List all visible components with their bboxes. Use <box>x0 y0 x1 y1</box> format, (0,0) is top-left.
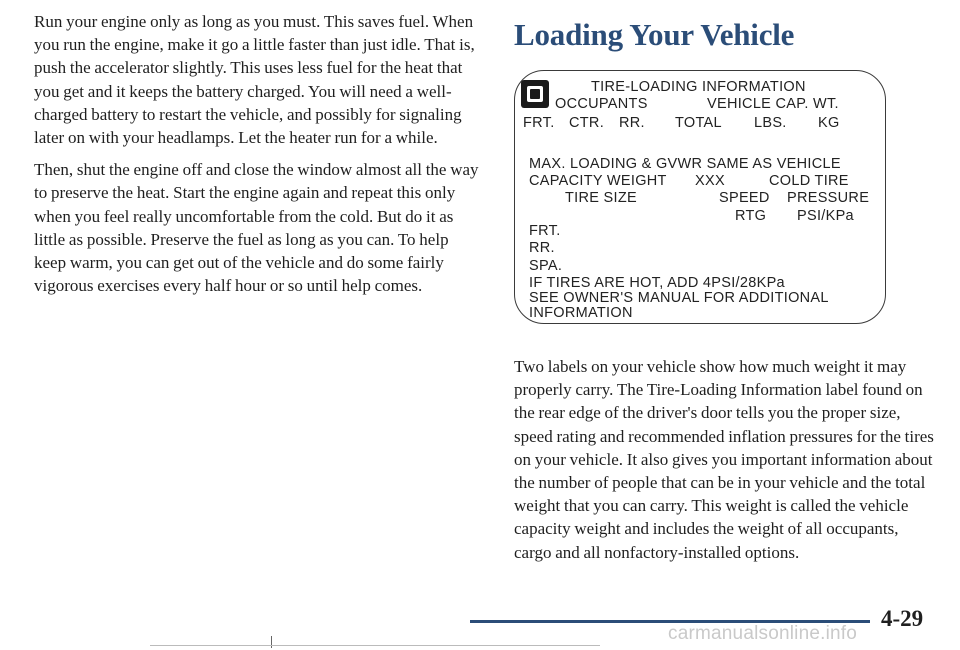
label-occupants: OCCUPANTS <box>555 96 648 112</box>
label-frt: FRT. <box>523 115 555 131</box>
label-total: TOTAL <box>675 115 722 131</box>
label-heading: TIRE-LOADING INFORMATION <box>591 79 806 95</box>
left-column <box>34 10 480 297</box>
label-manual-note-2: INFORMATION <box>529 305 633 321</box>
cold-weather-paragraph-1: Run your engine only as long as you must. This saves fuel. When you run the engine, make it go a little faster than just idle. That is, push the accelerator slightly. This uses less fuel for the heat that you get and it keeps the battery charged. You will need a well-charged battery to restart the vehicle, and possibly for signaling later on with your headlamps. Let the heater run for a while. <box>34 12 475 148</box>
label-lbs: LBS. <box>754 115 787 131</box>
crop-mark <box>271 636 272 648</box>
label-max-loading: MAX. LOADING & GVWR SAME AS VEHICLE <box>529 156 841 172</box>
label-psi-kpa: PSI/KPa <box>797 208 854 224</box>
label-cold-tire: COLD TIRE <box>769 173 849 189</box>
loading-paragraph: Two labels on your vehicle show how much weight it may properly carry. The Tire-Loading Information label found on the rear edge of the driver's door tells you the proper size, speed rating and recommended inflation pressures for the tires on your vehicle. It also gives you important information about the number of people that can be in your vehicle and the total weight that you can carry. This weight is called the vehicle capacity weight and includes the weight of all occupants, cargo and all nonfactory-installed options. <box>514 357 934 562</box>
gm-logo-icon <box>521 80 549 108</box>
right-column <box>514 355 934 564</box>
watermark: carmanualsonline.info <box>668 623 858 644</box>
cold-weather-paragraph-2: Then, shut the engine off and close the window almost all the way to preserve the heat. Start the engine again and repeat this only when you feel really uncomfortable from the cold. But do it as little as possible. Preserve the fuel as long as you can. To help keep warm, you can get out of the vehicle and do some fairly vigorous exercises every half hour or so until help comes. <box>34 160 479 296</box>
label-kg: KG <box>818 115 840 131</box>
label-vehicle-cap-wt: VEHICLE CAP. WT. <box>707 96 839 112</box>
label-speed: SPEED <box>719 190 770 206</box>
label-row-frt: FRT. <box>529 223 561 239</box>
label-row-spa: SPA. <box>529 258 563 274</box>
label-hot-note: IF TIRES ARE HOT, ADD 4PSI/28KPa <box>529 275 785 291</box>
label-pressure: PRESSURE <box>787 190 870 206</box>
label-capacity-weight: CAPACITY WEIGHT <box>529 173 667 189</box>
label-ctr: CTR. <box>569 115 605 131</box>
page-number: 4-29 <box>881 606 924 631</box>
bottom-scan-line <box>150 645 600 646</box>
section-title: Loading Your Vehicle <box>514 17 795 52</box>
label-xxx: XXX <box>695 173 725 189</box>
label-tire-size: TIRE SIZE <box>565 190 637 206</box>
label-row-rr: RR. <box>529 240 555 256</box>
tire-loading-label-illustration <box>514 70 886 324</box>
label-rr: RR. <box>619 115 645 131</box>
label-rtg: RTG <box>735 208 767 224</box>
label-manual-note-1: SEE OWNER'S MANUAL FOR ADDITIONAL <box>529 290 829 306</box>
